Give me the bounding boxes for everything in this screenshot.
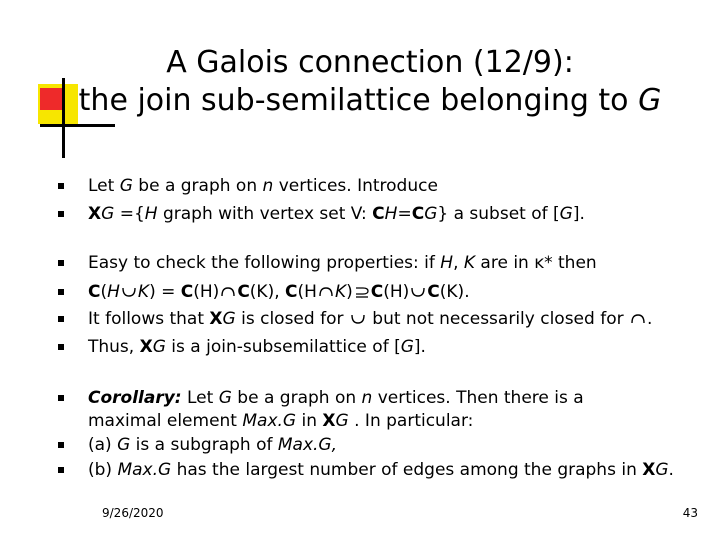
decor-red-square [40, 88, 62, 110]
meet-icon [629, 313, 647, 325]
bullet-marker [58, 467, 64, 473]
title-line-1: A Galois connection (12/9): [166, 45, 574, 80]
footer-date: 9/26/2020 [102, 506, 164, 520]
slide-title [60, 44, 680, 120]
bullet-line-8: (a) G is a subgraph of Max.G, [88, 435, 338, 455]
join-icon [120, 286, 138, 298]
bullet-line-5: It follows that XG is closed for but not necessarily closed for . [88, 309, 653, 329]
bullet-line-3: Easy to check the following properties: if H, K are in ĸ* then [88, 253, 597, 273]
bullet-marker [58, 316, 64, 322]
bullet-line-9: (b) Max.G has the largest number of edges among the graphs in XG. [88, 460, 674, 480]
bullet-line-2: XG ={H graph with vertex set V: CH=CG} a subset of [G]. [88, 204, 585, 224]
bullet-line-1: Let G be a graph on n vertices. Introduce [88, 176, 438, 196]
bullet-marker [58, 395, 64, 401]
footer-page-number: 43 [682, 506, 698, 520]
bullet-marker [58, 211, 64, 217]
bullet-line-7-cont: maximal element Max.G in XG . In particular: [88, 411, 474, 431]
bullet-marker [58, 260, 64, 266]
join-icon [349, 313, 367, 325]
bullet-line-7: Corollary: Let G be a graph on n vertices. Then there is a [88, 388, 584, 408]
bullet-marker [58, 442, 64, 448]
superset-eq-icon [353, 286, 371, 298]
bullet-marker [58, 183, 64, 189]
title-line-2: the join sub-semilattice belonging to G [78, 83, 662, 118]
bullet-line-4: C(H K) = C(H) C(K), C(H K) C(H) C(K). [88, 282, 470, 302]
meet-icon [219, 286, 237, 298]
bullet-marker [58, 344, 64, 350]
meet-icon [317, 286, 335, 298]
bullet-marker [58, 289, 64, 295]
join-icon [409, 286, 427, 298]
decor-horizontal-line [40, 124, 115, 127]
bullet-line-6: Thus, XG is a join-subsemilattice of [G]. [88, 337, 426, 357]
